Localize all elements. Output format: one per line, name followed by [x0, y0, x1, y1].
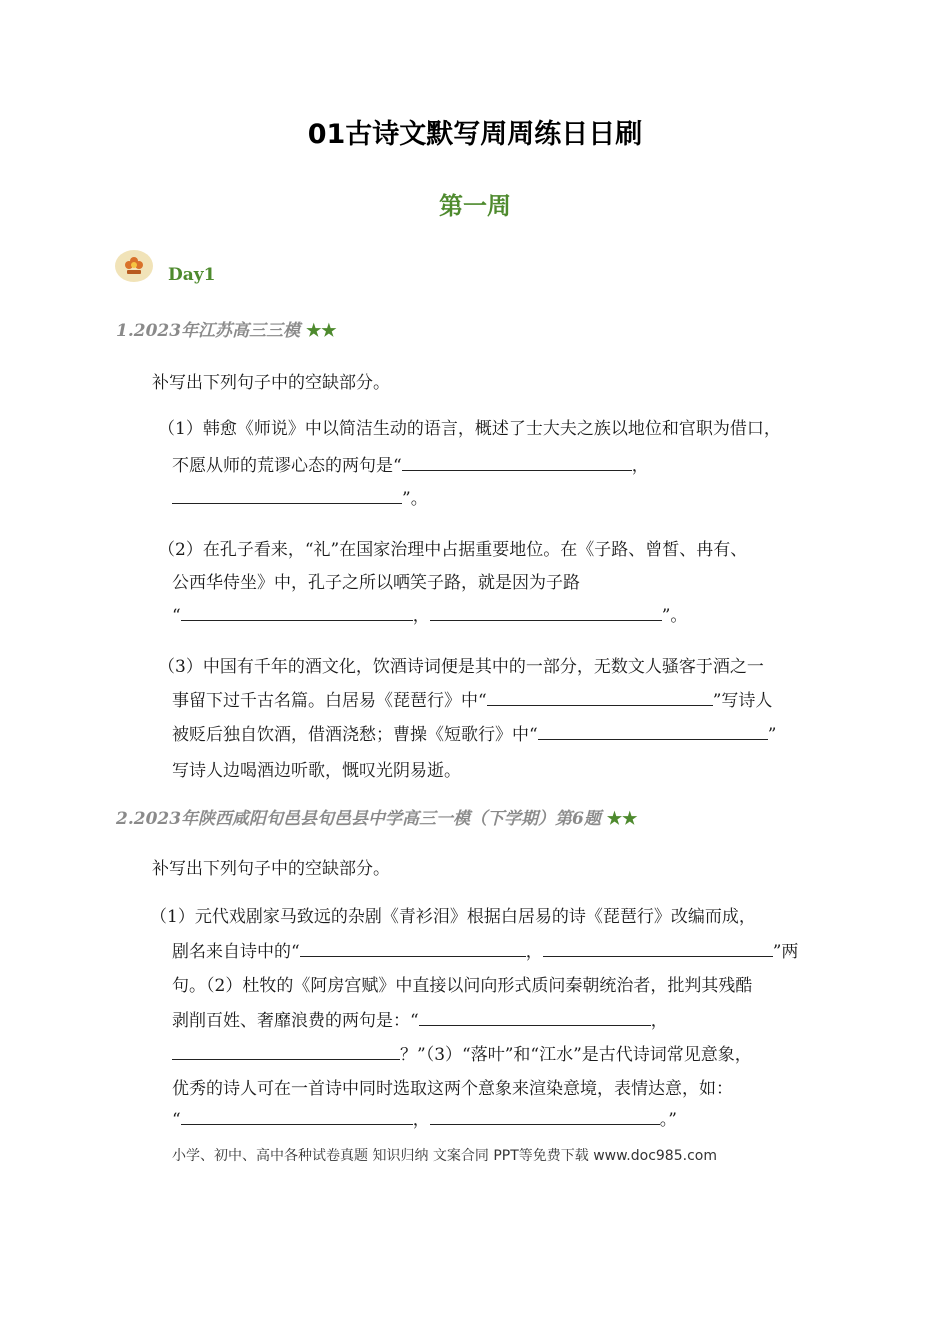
q2-line7	[172, 1105, 677, 1130]
q1-item3-text: 被贬后独自饮酒，借酒浇愁；曹操《短歌行》中“	[172, 725, 538, 745]
q1-item1-text: 不愿从师的荒谬心态的两句是“	[172, 456, 402, 476]
question-1-source: 1.2023年江苏高三三模	[116, 321, 301, 341]
q1-item2-punct: ，	[412, 606, 430, 626]
q1-item2-punct: “	[172, 606, 181, 626]
q1-item1-punct: ，	[631, 456, 649, 476]
q2-text: ？”（3）“落叶”和“江水”是古代诗词常见意象，	[400, 1045, 752, 1065]
q1-item1-punct: ”。	[402, 489, 428, 509]
q2-text: ”两	[772, 942, 799, 962]
q2-punct: 。”	[659, 1110, 677, 1130]
answer-blank[interactable]	[487, 687, 713, 706]
answer-blank[interactable]	[402, 452, 632, 471]
day-label: Day1	[168, 265, 216, 285]
q1-item3-line1: （3）中国有千年的酒文化，饮酒诗词便是其中的一部分，无数文人骚客于酒之一	[158, 657, 764, 677]
q1-item2-line1: （2）在孔子看来，“礼”在国家治理中占据重要地位。在《子路、曾皙、冉有、	[158, 540, 748, 560]
q2-line5	[172, 1040, 752, 1065]
q2-punct: ，	[525, 942, 543, 962]
q2-line3: 句。（2）杜牧的《阿房宫赋》中直接以问向形式质问秦朝统治者，批判其残酷	[172, 976, 753, 996]
week-title: 第一周	[439, 192, 511, 220]
answer-blank[interactable]	[543, 938, 773, 957]
question-2-source: 2.2023年陕西咸阳旬邑县旬邑县中学高三一模（下学期）第6题	[116, 809, 601, 829]
q2-line1: （1）元代戏剧家马致远的杂剧《青衫泪》根据白居易的诗《琵琶行》改编而成，	[150, 907, 756, 927]
q2-line2	[172, 937, 798, 962]
answer-blank[interactable]	[172, 485, 402, 504]
q2-punct: ，	[412, 1110, 430, 1130]
answer-blank[interactable]	[300, 938, 526, 957]
question-2-heading	[116, 804, 637, 829]
q2-punct: ，	[650, 1011, 668, 1031]
q2-punct: “	[172, 1110, 181, 1130]
answer-blank[interactable]	[538, 721, 768, 740]
answer-blank[interactable]	[181, 1106, 413, 1125]
flower-icon	[123, 255, 145, 277]
q1-item1-line2	[172, 451, 649, 476]
answer-blank[interactable]	[181, 602, 413, 621]
q1-item2-punct: ”。	[661, 606, 688, 626]
q1-item3-punct: ”	[767, 725, 777, 745]
page-title: 01古诗文默写周周练日日刷	[307, 119, 643, 150]
q1-item3-line2	[172, 686, 772, 711]
q1-item3-text: ”写诗人	[712, 691, 773, 711]
q1-item3-line3	[172, 720, 776, 745]
footer-banner: 小学、初中、高中各种试卷真题 知识归纳 文案合同 PPT等免费下载 www.doc985.com	[172, 1148, 717, 1164]
answer-blank[interactable]	[430, 1106, 660, 1125]
q1-item3-text: 事留下过千古名篇。白居易《琵琶行》中“	[172, 691, 487, 711]
q1-item2-line3	[172, 601, 687, 626]
q2-text: 剧名来自诗中的“	[172, 942, 300, 962]
q2-line6: 优秀的诗人可在一首诗中同时选取这两个意象来渲染意境，表情达意，如：	[172, 1079, 733, 1099]
question-2-instruction: 补写出下列句子中的空缺部分。	[152, 859, 390, 879]
answer-blank[interactable]	[419, 1007, 651, 1026]
answer-blank[interactable]	[430, 602, 662, 621]
q1-item1-line3	[172, 484, 428, 509]
q1-item2-line2: 公西华侍坐》中，孔子之所以哂笑子路，就是因为子路	[172, 573, 580, 593]
q1-item3-line4: 写诗人边喝酒边听歌，慨叹光阴易逝。	[172, 761, 461, 781]
question-1-instruction: 补写出下列句子中的空缺部分。	[152, 373, 390, 393]
q2-line4	[172, 1006, 668, 1031]
question-1-heading	[116, 316, 337, 341]
q2-text: 剥削百姓、奢靡浪费的两句是：“	[172, 1011, 419, 1031]
q1-item1-line1: （1）韩愈《师说》中以简洁生动的语言，概述了士大夫之族以地位和官职为借口，	[158, 419, 781, 439]
difficulty-stars: ★★	[306, 321, 337, 341]
day-badge	[115, 250, 153, 282]
difficulty-stars: ★★	[606, 809, 638, 829]
answer-blank[interactable]	[172, 1041, 400, 1060]
